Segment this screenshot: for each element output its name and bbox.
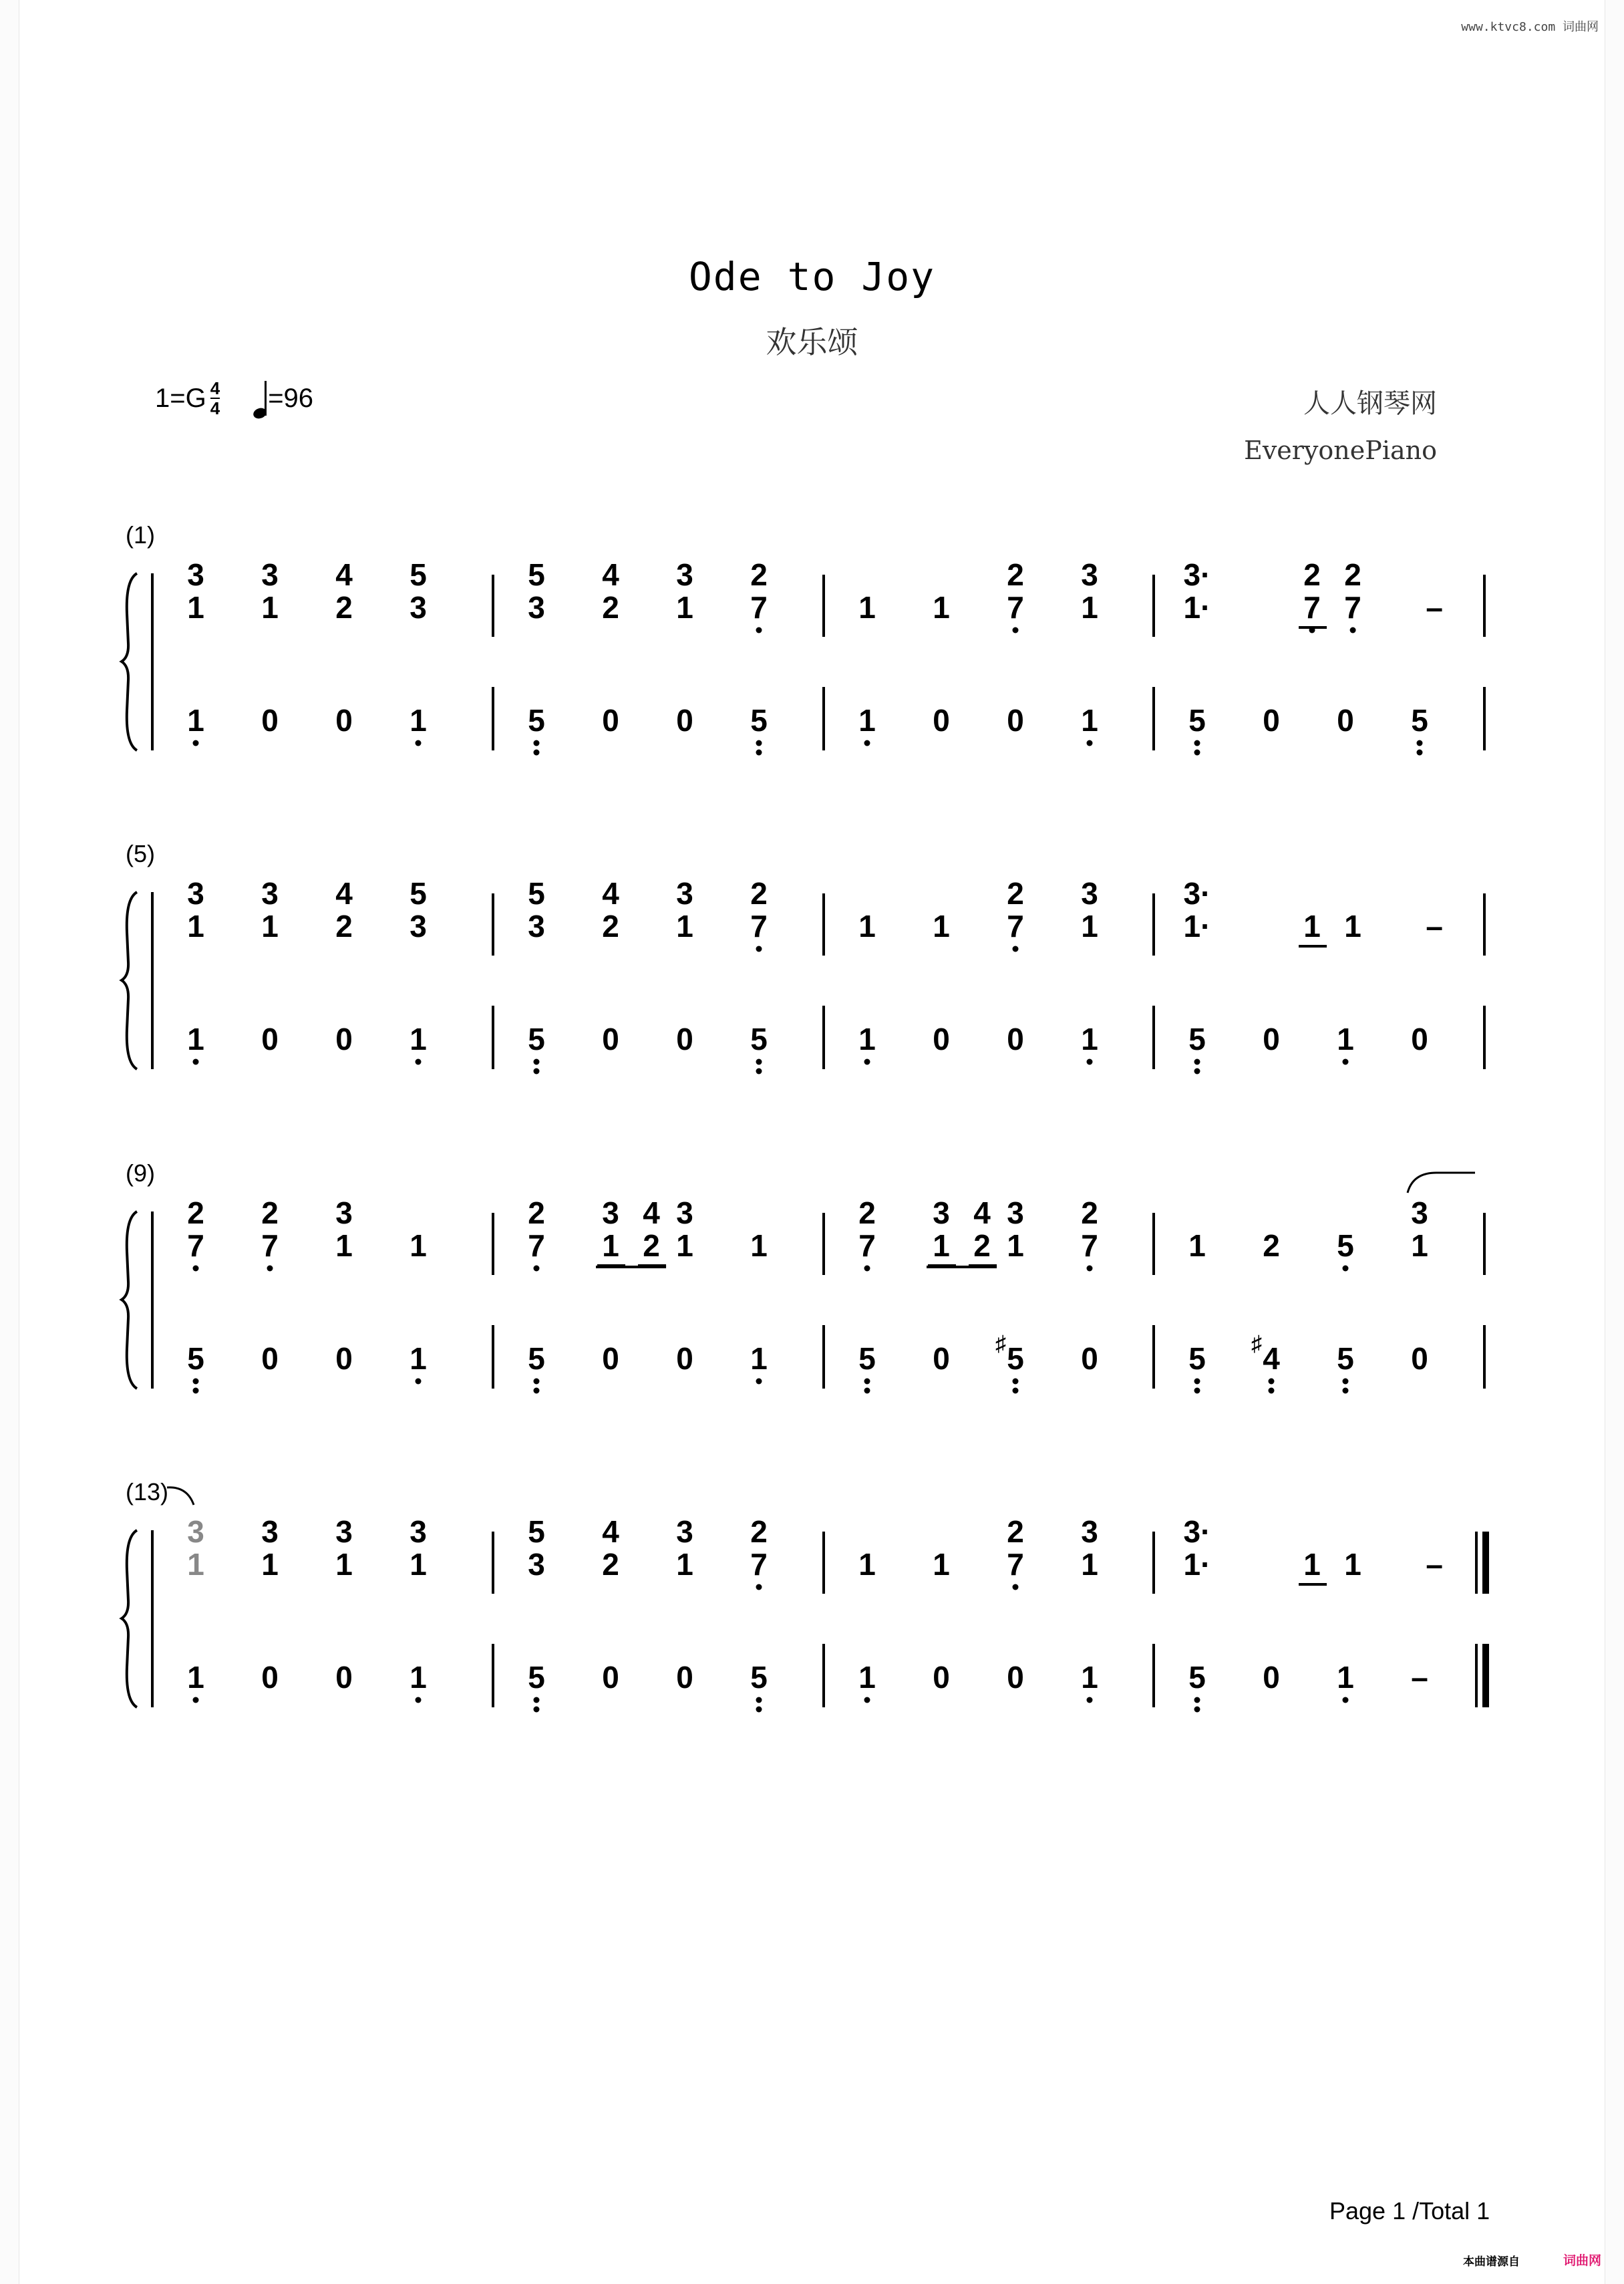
bass-note: 5 — [1188, 1341, 1206, 1376]
lower-octave-dot — [864, 1266, 870, 1272]
melody-note: 7 — [528, 1228, 545, 1263]
melody-note: 5 — [1337, 1228, 1354, 1263]
bass-note: 1 — [410, 1022, 427, 1056]
bass-note: 1 — [1081, 1022, 1098, 1056]
bass-note: 0 — [933, 1341, 950, 1376]
harmony-note: 3 — [933, 1195, 950, 1230]
melody-note: 1 — [1081, 590, 1098, 625]
melody-note: 2 — [602, 909, 619, 944]
bass-note: 0 — [676, 1022, 693, 1056]
harmony-note: 3 — [410, 1514, 427, 1549]
lower-octave-dot — [1087, 1059, 1093, 1065]
system-number: (1) — [126, 521, 155, 549]
bass-note: 5 — [1007, 1341, 1024, 1376]
harmony-note: 4 — [973, 1195, 991, 1230]
melody-note: 1 — [261, 590, 279, 625]
harmony-note: 4 — [335, 876, 353, 911]
harmony-note: 3 — [676, 1514, 693, 1549]
lower-octave-dot — [1194, 1697, 1200, 1703]
melody-note: 7 — [750, 590, 768, 625]
bass-note: 5 — [858, 1341, 876, 1376]
melody-note: 1 — [1411, 1228, 1428, 1263]
melody-note: 1 — [750, 1228, 768, 1263]
lower-octave-dot — [1343, 1379, 1349, 1385]
harmony-note: 5 — [410, 557, 427, 592]
harmony-note: 3 — [335, 1514, 353, 1549]
bass-note: 0 — [676, 1660, 693, 1695]
lower-octave-dot — [534, 1388, 540, 1394]
bass-note: 0 — [335, 703, 353, 738]
bass-note: 0 — [602, 1660, 619, 1695]
bass-note: 0 — [1263, 1022, 1280, 1056]
melody-note: 1 — [1344, 1547, 1361, 1582]
harmony-note: 3 — [1007, 1195, 1024, 1230]
bass-note: 0 — [335, 1660, 353, 1695]
bass-note: 0 — [1411, 1022, 1428, 1056]
lower-octave-dot — [756, 946, 762, 952]
key-signature: 1=G — [155, 383, 206, 413]
bass-note: 1 — [410, 1341, 427, 1376]
melody-note: 1 — [187, 590, 204, 625]
lower-octave-dot — [1194, 750, 1200, 756]
bass-note: 5 — [1411, 703, 1428, 738]
harmony-note: 3 — [602, 1195, 619, 1230]
bass-note: 1 — [1337, 1022, 1354, 1056]
lower-octave-dot — [193, 1059, 199, 1065]
bass-note: 0 — [335, 1022, 353, 1056]
melody-note: 7 — [750, 1547, 768, 1582]
bass-note: 0 — [335, 1341, 353, 1376]
bass-note: 0 — [1081, 1341, 1098, 1376]
harmony-note: 3 — [1081, 876, 1098, 911]
lower-octave-dot — [1194, 1068, 1200, 1075]
melody-note: 1 — [1303, 1547, 1321, 1582]
bass-note: 0 — [1007, 703, 1024, 738]
tempo-value: =96 — [268, 383, 314, 413]
melody-note: 2 — [602, 1547, 619, 1582]
lower-octave-dot — [1269, 1388, 1275, 1394]
harmony-note: 3 — [335, 1195, 353, 1230]
bass-note: 5 — [750, 1660, 768, 1695]
system-brace — [122, 1530, 137, 1707]
bass-note: 4 — [1263, 1341, 1280, 1376]
melody-note: 1 — [933, 590, 950, 625]
lower-octave-dot — [534, 740, 540, 746]
harmony-note: 4 — [335, 557, 353, 592]
lower-octave-dot — [193, 740, 199, 746]
lower-octave-dot — [1269, 1379, 1275, 1385]
lower-octave-dot — [1194, 740, 1200, 746]
bass-note: 5 — [528, 703, 545, 738]
melody-note: 1 — [676, 909, 693, 944]
bass-note: 0 — [261, 1022, 279, 1056]
lower-octave-dot — [534, 1379, 540, 1385]
melody-note: 7 — [1303, 590, 1321, 625]
melody-note: 1· — [1183, 909, 1211, 944]
lower-octave-dot — [1343, 1059, 1349, 1065]
lower-octave-dot — [534, 750, 540, 756]
harmony-note: 2 — [187, 1195, 204, 1230]
system-brace — [122, 573, 137, 750]
melody-note: 1 — [933, 909, 950, 944]
harmony-note: 3· — [1183, 1514, 1211, 1549]
melody-note: 1 — [410, 1547, 427, 1582]
lower-octave-dot — [1013, 1388, 1019, 1394]
melody-note: 3 — [410, 590, 427, 625]
melody-note: 1 — [933, 1547, 950, 1582]
score-title: Ode to Joy — [688, 254, 936, 299]
melody-note: 2 — [335, 909, 353, 944]
harmony-note: 2 — [1007, 557, 1024, 592]
melody-note: 1 — [1007, 1228, 1024, 1263]
lower-octave-dot — [1087, 1697, 1093, 1703]
melody-note: 1 — [933, 1228, 950, 1263]
lower-octave-dot — [1194, 1379, 1200, 1385]
melody-note: 1 — [335, 1228, 353, 1263]
lower-octave-dot — [534, 1697, 540, 1703]
lower-octave-dot — [756, 1059, 762, 1065]
melody-note: 7 — [750, 909, 768, 944]
bass-note: – — [1411, 1660, 1428, 1695]
melody-note: 3 — [528, 590, 545, 625]
time-signature-top: 4 — [210, 378, 220, 398]
bass-note: 5 — [528, 1022, 545, 1056]
bass-note: 1 — [187, 1022, 204, 1056]
harmony-note: 3 — [1081, 557, 1098, 592]
lower-octave-dot — [416, 740, 422, 746]
bass-note: 0 — [261, 1660, 279, 1695]
harmony-note: 4 — [602, 557, 619, 592]
bass-note: 5 — [750, 703, 768, 738]
lower-octave-dot — [756, 1697, 762, 1703]
melody-note: – — [1426, 1547, 1443, 1582]
bass-note: 0 — [1007, 1022, 1024, 1056]
bass-note: 0 — [1263, 703, 1280, 738]
bass-note: 5 — [528, 1660, 545, 1695]
site-name-en: EveryonePiano — [1244, 436, 1437, 465]
bass-note: 0 — [1411, 1341, 1428, 1376]
melody-note: – — [1426, 909, 1443, 944]
harmony-note: 2 — [1081, 1195, 1098, 1230]
lower-octave-dot — [1013, 627, 1019, 633]
bass-note: 1 — [410, 703, 427, 738]
bass-note: 0 — [602, 703, 619, 738]
melody-note: 7 — [1344, 590, 1361, 625]
lower-octave-dot — [864, 1059, 870, 1065]
bass-note: 0 — [933, 703, 950, 738]
harmony-note: 4 — [643, 1195, 660, 1230]
harmony-note: 3 — [187, 876, 204, 911]
melody-note: 2 — [335, 590, 353, 625]
bass-note: 0 — [933, 1660, 950, 1695]
lower-octave-dot — [756, 750, 762, 756]
bass-note: 0 — [602, 1022, 619, 1056]
lower-octave-dot — [864, 740, 870, 746]
melody-note: 1 — [261, 1547, 279, 1582]
bass-note: 1 — [1081, 1660, 1098, 1695]
tie-arc — [167, 1487, 194, 1505]
lower-octave-dot — [864, 1379, 870, 1385]
harmony-note: 3 — [676, 557, 693, 592]
melody-note: 1· — [1183, 590, 1211, 625]
lower-octave-dot — [193, 1388, 199, 1394]
melody-note: 1 — [410, 1228, 427, 1263]
bass-note: 0 — [1007, 1660, 1024, 1695]
bass-note: 0 — [602, 1341, 619, 1376]
lower-octave-dot — [1013, 1379, 1019, 1385]
harmony-note: 2 — [750, 557, 768, 592]
melody-note: 1 — [187, 909, 204, 944]
system-number: (13) — [126, 1478, 169, 1506]
lower-octave-dot — [193, 1266, 199, 1272]
melody-note: 1 — [335, 1547, 353, 1582]
lower-octave-dot — [193, 1697, 199, 1703]
bass-note: 1 — [1081, 703, 1098, 738]
harmony-note: 3 — [261, 557, 279, 592]
melody-note: 1 — [676, 1228, 693, 1263]
bass-note: 0 — [676, 703, 693, 738]
bass-note: 1 — [1337, 1660, 1354, 1695]
lower-octave-dot — [864, 1697, 870, 1703]
harmony-note: 2 — [261, 1195, 279, 1230]
harmony-note: 2 — [858, 1195, 876, 1230]
site-name-cn: 人人钢琴网 — [1303, 388, 1437, 419]
lower-octave-dot — [1343, 1266, 1349, 1272]
lower-octave-dot — [1013, 1584, 1019, 1590]
bass-note: 1 — [187, 703, 204, 738]
lower-octave-dot — [1417, 750, 1423, 756]
melody-note: 2 — [1263, 1228, 1280, 1263]
lower-octave-dot — [416, 1059, 422, 1065]
melody-note: – — [1426, 590, 1443, 625]
melody-note: 1· — [1183, 1547, 1211, 1582]
system-brace — [122, 1211, 137, 1389]
lower-octave-dot — [1194, 1707, 1200, 1713]
melody-note: 1 — [1081, 909, 1098, 944]
sharp-sign: ♯ — [1251, 1331, 1262, 1355]
harmony-note: 3 — [676, 876, 693, 911]
harmony-note: 3 — [187, 557, 204, 592]
footer-source-label: 本曲谱源自 — [1463, 2255, 1520, 2268]
melody-note: 2 — [973, 1228, 991, 1263]
lower-octave-dot — [1194, 1388, 1200, 1394]
lower-octave-dot — [416, 1379, 422, 1385]
bass-note: 0 — [676, 1341, 693, 1376]
lower-octave-dot — [267, 1266, 273, 1272]
bass-note: 1 — [410, 1660, 427, 1695]
lower-octave-dot — [1350, 627, 1356, 633]
melody-note: 1 — [187, 1547, 204, 1582]
lower-octave-dot — [864, 1388, 870, 1394]
bass-note: 0 — [1337, 703, 1354, 738]
lower-octave-dot — [1013, 946, 1019, 952]
lower-octave-dot — [1417, 740, 1423, 746]
harmony-note: 5 — [410, 876, 427, 911]
harmony-note: 5 — [528, 1514, 545, 1549]
lower-octave-dot — [756, 627, 762, 633]
bass-note: 1 — [187, 1660, 204, 1695]
harmony-note: 2 — [1007, 1514, 1024, 1549]
harmony-note: 4 — [602, 1514, 619, 1549]
melody-note: 1 — [1344, 909, 1361, 944]
melody-note: 1 — [1081, 1547, 1098, 1582]
harmony-note: 2 — [750, 1514, 768, 1549]
lower-octave-dot — [534, 1707, 540, 1713]
bass-note: 5 — [187, 1341, 204, 1376]
lower-octave-dot — [756, 1707, 762, 1713]
melody-note: 2 — [643, 1228, 660, 1263]
lower-octave-dot — [534, 1266, 540, 1272]
lower-octave-dot — [756, 1068, 762, 1075]
lower-octave-dot — [1343, 1697, 1349, 1703]
harmony-note: 2 — [750, 876, 768, 911]
system-number: (9) — [126, 1159, 155, 1187]
melody-note: 1 — [676, 590, 693, 625]
sharp-sign: ♯ — [995, 1331, 1006, 1355]
lower-octave-dot — [1343, 1388, 1349, 1394]
melody-note: 3 — [528, 1547, 545, 1582]
melody-note: 7 — [1007, 1547, 1024, 1582]
harmony-note: 3· — [1183, 876, 1211, 911]
harmony-note: 2 — [1303, 557, 1321, 592]
harmony-note: 3 — [261, 876, 279, 911]
bass-note: 1 — [858, 1022, 876, 1056]
melody-note: 1 — [1188, 1228, 1206, 1263]
melody-note: 1 — [676, 1547, 693, 1582]
time-signature-bottom: 4 — [210, 398, 220, 418]
lower-octave-dot — [756, 1584, 762, 1590]
melody-note: 1 — [858, 590, 876, 625]
melody-note: 7 — [1007, 590, 1024, 625]
melody-note: 7 — [187, 1228, 204, 1263]
harmony-note: 3 — [1411, 1195, 1428, 1230]
harmony-note: 2 — [1007, 876, 1024, 911]
bass-note: 1 — [858, 703, 876, 738]
bass-note: 5 — [1188, 1660, 1206, 1695]
bass-note: 0 — [261, 1341, 279, 1376]
lower-octave-dot — [1194, 1059, 1200, 1065]
melody-note: 1 — [858, 909, 876, 944]
melody-note: 7 — [1081, 1228, 1098, 1263]
site-url: www.ktvc8.com 词曲网 — [1461, 20, 1599, 34]
system-brace — [122, 892, 137, 1069]
lower-octave-dot — [1087, 1266, 1093, 1272]
melody-note: 1 — [1303, 909, 1321, 944]
harmony-note: 4 — [602, 876, 619, 911]
harmony-note: 3 — [676, 1195, 693, 1230]
page-number: Page 1 /Total 1 — [1329, 2197, 1490, 2225]
melody-note: 1 — [858, 1547, 876, 1582]
bass-note: 0 — [1263, 1660, 1280, 1695]
harmony-note: 3· — [1183, 557, 1211, 592]
melody-note: 3 — [528, 909, 545, 944]
bass-note: 5 — [1188, 1022, 1206, 1056]
tie-arc — [1408, 1173, 1475, 1193]
melody-note: 7 — [858, 1228, 876, 1263]
score-subtitle: 欢乐颂 — [766, 324, 858, 360]
melody-note: 2 — [602, 590, 619, 625]
bass-note: 5 — [1337, 1341, 1354, 1376]
footer-site-logo: 词曲网 — [1563, 2254, 1602, 2268]
harmony-note: 3 — [187, 1514, 204, 1549]
lower-octave-dot — [534, 1068, 540, 1075]
bass-note: 1 — [858, 1660, 876, 1695]
bass-note: 1 — [750, 1341, 768, 1376]
bass-note: 0 — [933, 1022, 950, 1056]
lower-octave-dot — [1087, 740, 1093, 746]
melody-note: 1 — [261, 909, 279, 944]
bass-note: 5 — [750, 1022, 768, 1056]
lower-octave-dot — [416, 1697, 422, 1703]
lower-octave-dot — [534, 1059, 540, 1065]
harmony-note: 3 — [261, 1514, 279, 1549]
lower-octave-dot — [756, 740, 762, 746]
melody-note: 1 — [602, 1228, 619, 1263]
harmony-note: 5 — [528, 876, 545, 911]
melody-note: 7 — [1007, 909, 1024, 944]
melody-note: 7 — [261, 1228, 279, 1263]
harmony-note: 2 — [528, 1195, 545, 1230]
bass-note: 0 — [261, 703, 279, 738]
system-number: (5) — [126, 840, 155, 867]
harmony-note: 2 — [1344, 557, 1361, 592]
bass-note: 5 — [1188, 703, 1206, 738]
harmony-note: 3 — [1081, 1514, 1098, 1549]
lower-octave-dot — [193, 1379, 199, 1385]
melody-note: 3 — [410, 909, 427, 944]
harmony-note: 5 — [528, 557, 545, 592]
lower-octave-dot — [756, 1379, 762, 1385]
bass-note: 5 — [528, 1341, 545, 1376]
